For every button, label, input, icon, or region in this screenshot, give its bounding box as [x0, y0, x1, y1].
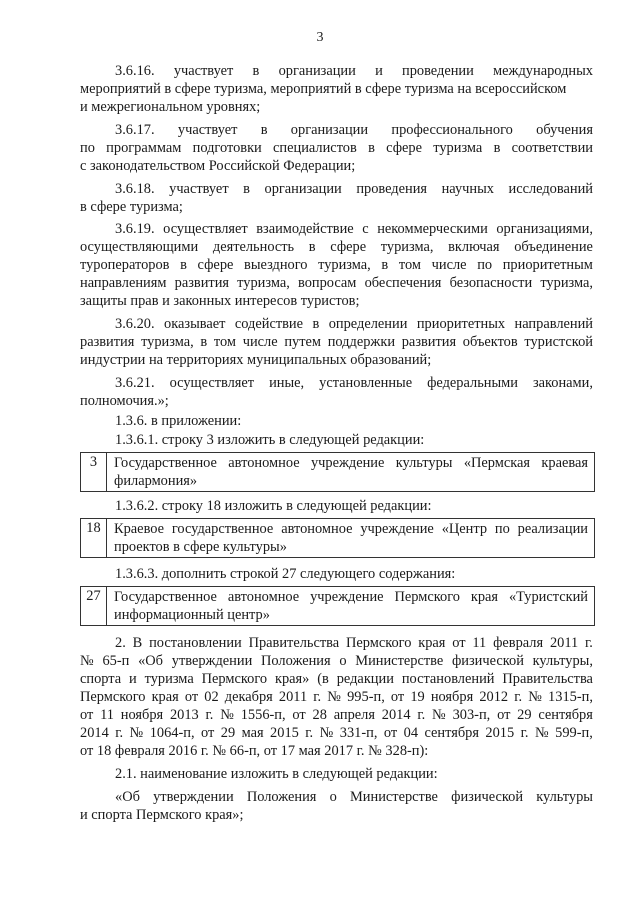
- word: развития: [80, 334, 135, 350]
- word: мая: [241, 725, 264, 741]
- word: №: [80, 653, 94, 669]
- word: утверждении: [171, 653, 253, 669]
- word: края»: [274, 671, 310, 687]
- table-row-text-line-2: проектов в сфере культуры»: [114, 539, 287, 555]
- word: 2015: [485, 725, 515, 741]
- word: в: [260, 122, 268, 138]
- table-row-number: 3: [81, 453, 107, 491]
- word: и: [375, 63, 383, 79]
- table-row-text-line-1: [114, 520, 588, 538]
- word: направлений: [514, 316, 593, 332]
- word: Пермского: [394, 589, 460, 605]
- word: объектов: [462, 334, 518, 350]
- word: 303-п,: [452, 707, 491, 723]
- word: учреждение: [310, 589, 384, 605]
- word: организации: [264, 181, 342, 197]
- word: участвует: [173, 63, 234, 79]
- word: организациями,: [496, 221, 593, 237]
- word: вопросам: [298, 275, 357, 291]
- word: взаимодействие: [256, 221, 354, 237]
- section-2-line-1: [115, 634, 593, 652]
- word: В: [132, 635, 143, 651]
- word: о: [329, 789, 337, 805]
- word: 28: [312, 707, 327, 723]
- paragraph-3-6-17-line-1: [115, 121, 593, 139]
- word: поддержки: [327, 334, 396, 350]
- table-row-text-line-2: информационный центр»: [114, 607, 270, 623]
- word: организации: [290, 122, 369, 138]
- word: обеспечения: [364, 275, 442, 291]
- word: организации: [278, 63, 356, 79]
- word: автономное: [228, 455, 300, 471]
- word: края: [151, 689, 179, 705]
- word: числе: [431, 257, 467, 273]
- word: в: [180, 257, 187, 273]
- paragraph-3-6-19-line-3: [80, 256, 593, 274]
- word: туристской: [524, 334, 593, 350]
- word: государственное: [171, 521, 274, 537]
- paragraph-3-6-16-line-2: мероприятий в сфере туризма, мероприятий в сфере туризма на всероссийском: [80, 81, 567, 97]
- word: от: [80, 707, 94, 723]
- word: культуры,: [532, 653, 593, 669]
- word: развития: [401, 334, 457, 350]
- word: от: [184, 689, 199, 705]
- word: края: [418, 635, 446, 651]
- word: 331-п,: [339, 725, 378, 741]
- word: ноября: [120, 707, 164, 723]
- word: г.: [585, 635, 593, 651]
- word: апреля: [333, 707, 375, 723]
- word: по: [477, 257, 493, 273]
- section-2-line-7: от 18 февраля 2016 г. № 66-п, от 17 мая 2017 г. № 328-п):: [80, 743, 429, 759]
- table-row-text-line-2: филармония»: [114, 473, 198, 489]
- word: культуры: [395, 455, 453, 471]
- word: туризма,: [237, 275, 290, 291]
- word: приоритетных: [416, 316, 506, 332]
- word: 2014: [381, 707, 411, 723]
- word: участвует: [169, 181, 229, 197]
- word: постановлении: [149, 635, 242, 651]
- word: в: [243, 181, 250, 197]
- word: Пермского: [345, 635, 412, 651]
- word: учреждение: [360, 521, 434, 537]
- word: содействие: [234, 316, 304, 332]
- word: Положения: [261, 653, 331, 669]
- word: 65-п: [102, 653, 130, 669]
- word: от: [292, 707, 306, 723]
- word: о: [339, 653, 347, 669]
- word: в: [381, 257, 389, 273]
- table-row-number: 18: [81, 519, 107, 557]
- word: «Об: [138, 653, 164, 669]
- word: 3.6.17.: [115, 122, 155, 138]
- word: 1556-п,: [240, 707, 286, 723]
- word: физической: [451, 789, 524, 805]
- word: Краевое: [114, 521, 165, 537]
- table-row-3: [80, 452, 595, 492]
- word: реализации: [517, 521, 588, 537]
- word: проведения: [356, 181, 428, 197]
- word: в: [493, 140, 501, 156]
- word: приоритетным: [502, 257, 593, 273]
- word: от: [383, 725, 398, 741]
- word: обучения: [536, 122, 593, 138]
- word: по: [80, 140, 95, 156]
- word: Пермского: [80, 689, 146, 705]
- word: февраля: [493, 635, 544, 651]
- quote-line-2: и спорта Пермского края»;: [80, 807, 244, 823]
- word: научных: [441, 181, 494, 197]
- word: соответствии: [511, 140, 593, 156]
- word: редакции: [336, 671, 394, 687]
- word: в: [308, 239, 316, 255]
- word: от: [452, 635, 466, 651]
- word: программам: [106, 140, 182, 156]
- word: Положения: [246, 789, 317, 805]
- word: краевая: [541, 455, 588, 471]
- word: 2.: [115, 635, 126, 651]
- word: №: [327, 689, 341, 705]
- paragraph-3-6-19-line-1: [115, 220, 593, 238]
- paragraph-3-6-21-line-2: полномочия.»;: [80, 393, 169, 409]
- paragraph-3-6-19-line-4: [80, 274, 593, 292]
- word: некоммерческими: [377, 221, 488, 237]
- paragraph-3-6-21-line-1: [115, 374, 593, 392]
- word: федеральными: [427, 375, 518, 391]
- word: международных: [493, 63, 593, 79]
- word: 2011: [278, 689, 308, 705]
- word: Министерстве: [350, 789, 438, 805]
- word: безопасности: [449, 275, 533, 291]
- word: г.: [520, 725, 529, 741]
- word: (в: [317, 671, 329, 687]
- word: 3.6.18.: [115, 181, 155, 197]
- word: оказывает: [164, 316, 226, 332]
- word: объединение: [514, 239, 593, 255]
- word: №: [319, 725, 334, 741]
- word: иные,: [269, 375, 305, 391]
- word: туризма,: [141, 334, 194, 350]
- word: г.: [205, 707, 214, 723]
- word: утверждении: [153, 789, 234, 805]
- word: «Об: [115, 789, 140, 805]
- word: в: [200, 334, 208, 350]
- paragraph-3-6-17-line-2: [80, 139, 593, 157]
- word: 2014: [80, 725, 109, 741]
- word: №: [432, 707, 446, 723]
- word: №: [534, 725, 549, 741]
- word: туроператоров: [80, 257, 170, 273]
- word: в: [368, 140, 375, 156]
- section-2-line-5: [80, 706, 593, 724]
- word: 2011: [549, 635, 579, 651]
- table-row-27: [80, 586, 595, 626]
- word: «Центр: [441, 521, 488, 537]
- word: 04: [403, 725, 419, 741]
- word: г.: [417, 707, 426, 723]
- word: «Пермская: [463, 455, 531, 471]
- word: 1315-п,: [548, 689, 593, 705]
- word: путем: [284, 334, 322, 350]
- word: сентября: [538, 707, 593, 723]
- word: г.: [313, 689, 322, 705]
- word: декабря: [224, 689, 273, 705]
- word: культуры: [536, 789, 593, 805]
- word: том: [213, 334, 237, 350]
- word: 29: [517, 707, 532, 723]
- word: Государственное: [114, 455, 217, 471]
- word: туризма: [433, 140, 483, 156]
- word: от: [497, 707, 511, 723]
- word: 29: [220, 725, 236, 741]
- item-1-3-6-3: 1.3.6.3. дополнить строкой 27 следующего содержания:: [115, 566, 456, 582]
- word: г.: [115, 725, 124, 741]
- word: учреждение: [310, 455, 385, 471]
- word: специалистов: [273, 140, 357, 156]
- word: 2015: [270, 725, 299, 741]
- word: 3.6.19.: [115, 221, 155, 237]
- word: с: [362, 221, 369, 237]
- word: осуществляет: [163, 221, 248, 237]
- word: 2012: [479, 689, 509, 705]
- word: сфере: [330, 239, 367, 255]
- item-1-3-6-2: 1.3.6.2. строку 18 изложить в следующей редакции:: [115, 498, 432, 514]
- word: 3.6.21.: [115, 375, 155, 391]
- word: включая: [448, 239, 500, 255]
- word: законами,: [532, 375, 593, 391]
- word: по: [494, 521, 510, 537]
- word: «Туристский: [508, 589, 588, 605]
- word: подготовки: [192, 140, 262, 156]
- paragraph-3-6-16-line-3: и межрегиональном уровнях;: [80, 99, 261, 115]
- section-2-line-6: [80, 724, 593, 742]
- word: исследований: [508, 181, 593, 197]
- word: Государственное: [114, 589, 217, 605]
- word: 19: [410, 689, 425, 705]
- word: ноября: [430, 689, 474, 705]
- word: числе: [242, 334, 278, 350]
- item-2-1: 2.1. наименование изложить в следующей редакции:: [115, 766, 438, 782]
- word: №: [129, 725, 144, 741]
- quote-line-1: [115, 788, 593, 806]
- table-row-text-line-1: [114, 588, 588, 606]
- section-2-line-2: [80, 652, 593, 670]
- word: туризма,: [380, 239, 434, 255]
- section-2-line-3: [80, 670, 593, 688]
- section-2-line-4: [80, 688, 593, 706]
- word: 599-п,: [555, 725, 593, 741]
- word: 11: [100, 707, 114, 723]
- word: том: [398, 257, 421, 273]
- word: развития: [174, 275, 230, 291]
- word: Министерстве: [355, 653, 444, 669]
- table-row-18: [80, 518, 595, 558]
- word: туризма,: [540, 275, 593, 291]
- word: от: [201, 725, 215, 741]
- word: г.: [514, 689, 523, 705]
- paragraph-3-6-18-line-2: в сфере туризма;: [80, 199, 183, 215]
- word: физической: [451, 653, 524, 669]
- page-number: 3: [316, 30, 324, 45]
- paragraph-3-6-20-line-2: [80, 333, 593, 351]
- word: 3.6.20.: [115, 316, 155, 332]
- word: Пермского: [201, 671, 268, 687]
- word: автономное: [227, 589, 300, 605]
- word: 3.6.16.: [115, 63, 155, 79]
- word: осуществляет: [169, 375, 255, 391]
- table-row-text-line-1: [114, 454, 588, 472]
- word: 1064-п,: [149, 725, 195, 741]
- word: установленные: [319, 375, 413, 391]
- word: проведении: [402, 63, 474, 79]
- paragraph-3-6-18-line-1: [115, 180, 593, 198]
- word: 2013: [169, 707, 199, 723]
- word: и: [129, 671, 137, 687]
- paragraph-3-6-19-line-5: защиты прав и законных интересов туристов;: [80, 293, 360, 309]
- paragraph-3-6-19-line-2: [80, 238, 593, 256]
- word: 02: [204, 689, 219, 705]
- word: №: [528, 689, 542, 705]
- word: туризма,: [318, 257, 371, 273]
- word: в: [252, 63, 260, 79]
- word: г.: [305, 725, 314, 741]
- table-row-number: 27: [81, 587, 107, 625]
- word: профессионального: [391, 122, 513, 138]
- word: направлениям: [80, 275, 167, 291]
- word: от: [390, 689, 405, 705]
- paragraph-3-6-20-line-3: индустрии на территориях муниципальных образований;: [80, 352, 432, 368]
- item-1-3-6-1: 1.3.6.1. строку 3 изложить в следующей редакции:: [115, 432, 425, 448]
- word: Правительства: [248, 635, 340, 651]
- word: сфере: [386, 140, 422, 156]
- word: спорта: [80, 671, 122, 687]
- word: Правительства: [502, 671, 593, 687]
- paragraph-3-6-17-line-3: с законодательством Российской Федерации;: [80, 158, 356, 174]
- word: сфере: [197, 257, 234, 273]
- word: края: [470, 589, 499, 605]
- word: 995-п,: [347, 689, 385, 705]
- word: 11: [472, 635, 487, 651]
- word: №: [220, 707, 234, 723]
- word: определении: [328, 316, 408, 332]
- word: участвует: [177, 122, 238, 138]
- paragraph-3-6-20-line-1: [115, 315, 593, 333]
- word: туризма: [144, 671, 194, 687]
- word: автономное: [281, 521, 353, 537]
- word: выездного: [244, 257, 308, 273]
- word: сентября: [424, 725, 479, 741]
- paragraph-3-6-16-line-1: [115, 62, 593, 80]
- word: в: [312, 316, 320, 332]
- word: деятельность: [212, 239, 295, 255]
- word: постановлений: [401, 671, 495, 687]
- item-1-3-6: 1.3.6. в приложении:: [115, 413, 242, 429]
- word: осуществляющими: [80, 239, 199, 255]
